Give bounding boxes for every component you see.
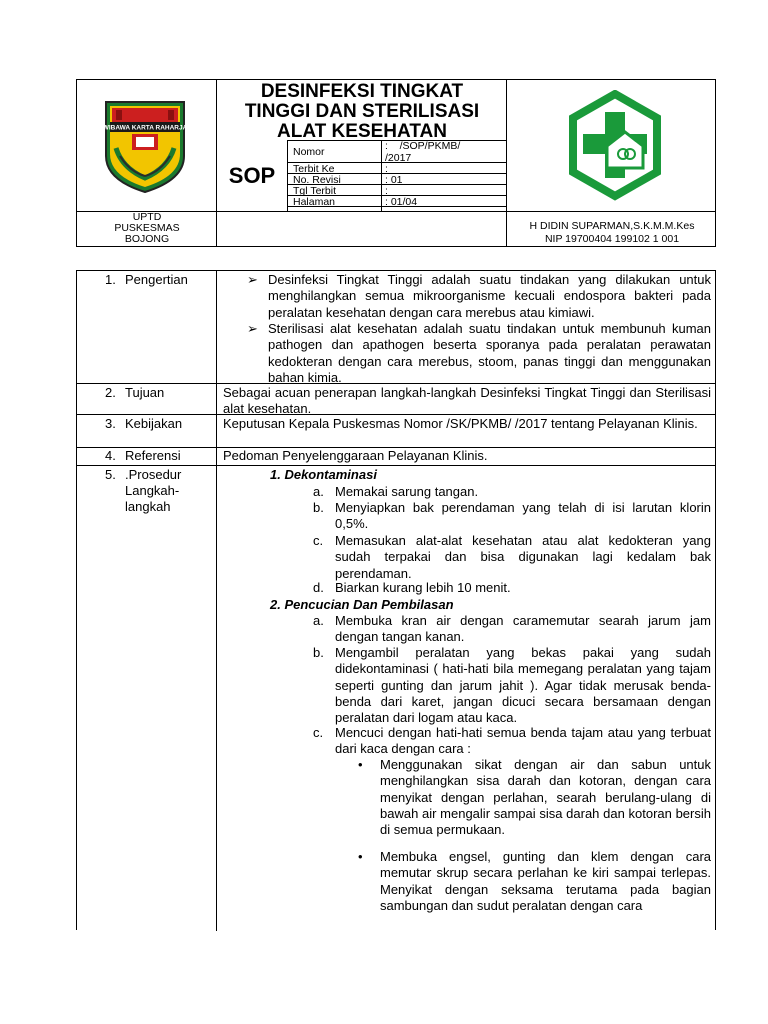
logo-motto: WIBAWA KARTA RAHARJA — [102, 124, 188, 132]
signer-block — [507, 220, 717, 246]
meta-value-terbit: : — [385, 163, 388, 175]
row-number: 5. — [105, 467, 116, 482]
list-marker: d. — [313, 580, 324, 595]
list-marker: a. — [313, 484, 324, 499]
list-item: Membuka kran air dengan caramemutar searah jarum jam dengan tangan kanan. — [335, 613, 711, 645]
meta-value-nomor: : /SOP/PKMB/ /2017 — [385, 140, 461, 164]
row-label-kebijakan: Kebijakan — [125, 416, 183, 431]
list-marker: c. — [313, 533, 324, 548]
meta-label-nomor: Nomor — [293, 146, 325, 158]
list-item: Biarkan kurang lebih 10 menit. — [335, 580, 511, 595]
row-label-pengertian: Pengertian — [125, 272, 188, 287]
document-title: DESINFEKSI TINGKAT TINGGI DAN STERILISASI ALAT KESEHATAN — [244, 81, 480, 142]
signer-nip: NIP 19700404 199102 1 001 — [544, 233, 680, 245]
row-number: 3. — [105, 416, 116, 431]
meta-label-halaman: Halaman — [293, 196, 336, 208]
list-marker: b. — [313, 500, 324, 515]
list-item: Mengambil peralatan yang bekas pakai yang sudah didekontaminasi ( hati-hati bila memegang peralatan yang tajam seperti gunting dan jarum jahit ). Agar tidak merusak benda-benda dari karet, jangan dicuci secara bersamaan dengan peralatan dari logam atau kaca. — [335, 645, 711, 726]
header-table — [76, 79, 716, 247]
referensi-text: Pedoman Penyelenggaraan Pelayanan Klinis. — [223, 448, 488, 463]
list-marker: b. — [313, 645, 324, 660]
meta-value-tgl: : — [385, 185, 388, 197]
list-item: Mencuci dengan hati-hati semua benda tajam atau yang terbuat dari kaca dengan cara : — [335, 725, 711, 757]
pengertian-item: Desinfeksi Tingkat Tinggi adalah suatu tindakan yang dilakukan untuk menghilangkan semua mikroorganisme kecuali endospora bakteri pada peralatan kesehatan dengan cara merebus atau kimiawi. — [268, 272, 711, 320]
row-number: 2. — [105, 385, 116, 400]
procedure-table — [76, 270, 716, 930]
pengertian-item: Sterilisasi alat kesehatan adalah suatu tindakan untuk membunuh kuman pathogen dan apathogen beserta sporanya pada peralatan perawatan kedokteran dengan cara merebus, stoom, panas tinggi dan menggunakan bahan kimia. — [268, 321, 711, 385]
dot-bullet-icon: • — [358, 757, 363, 772]
section-title-pencucian: 2. Pencucian Dan Pembilasan — [270, 597, 454, 612]
list-item: Memasukan alat-alat kesehatan atau alat kedokteran yang sudah terpakai dan bisa digunakan lagi kedalam bak perendaman. — [335, 533, 711, 581]
meta-value-halaman: : 01/04 — [385, 196, 418, 208]
arrow-bullet-icon: ➢ — [247, 272, 258, 287]
arrow-bullet-icon: ➢ — [247, 321, 258, 336]
kebijakan-text: Keputusan Kepala Puskesmas Nomor /SK/PKMB/ /2017 tentang Pelayanan Klinis. — [223, 416, 698, 431]
row-number: 4. — [105, 448, 116, 463]
tujuan-text: Sebagai acuan penerapan langkah-langkah Desinfeksi Tingkat Tinggi dan Sterilisasi alat kesehatan. — [223, 385, 711, 417]
row-label-prosedur: .Prosedur Langkah- langkah — [125, 467, 182, 514]
unit-name: UPTD PUSKESMAS BOJONG — [114, 211, 180, 245]
row-number: 1. — [105, 272, 116, 287]
meta-label-tgl: Tgl Terbit — [293, 185, 336, 197]
list-marker: a. — [313, 613, 324, 628]
bullet-item: Menggunakan sikat dengan air dan sabun untuk menghilangkan sisa darah dan kotoran, dengan cara menyikat dengan perlahan, searah berulang-ulang di bawah air mengalir sampai sisa darah dan kotoran bersih di semua permukaan. — [380, 757, 711, 838]
section-title-dekontaminasi: 1. Dekontaminasi — [270, 467, 377, 482]
meta-label-revisi: No. Revisi — [293, 174, 341, 186]
meta-label-terbit: Terbit Ke — [293, 163, 335, 175]
bullet-item: Membuka engsel, gunting dan klem dengan cara memutar skrup secara perlahan ke kiri sampai terlepas. Menyikat dengan seksama terutama pada bagian sambungan dan sudut peralatan dengan cara — [380, 849, 711, 913]
list-marker: c. — [313, 725, 324, 740]
dot-bullet-icon: • — [358, 849, 363, 864]
row-label-tujuan: Tujuan — [125, 385, 165, 400]
signer-name: H DIDIN SUPARMAN,S.K.M.M.Kes — [529, 220, 695, 232]
row-label-referensi: Referensi — [125, 448, 181, 463]
list-item: Memakai sarung tangan. — [335, 484, 479, 499]
sop-label: SOP — [228, 163, 276, 188]
list-item: Menyiapkan bak perendaman yang telah di isi larutan klorin 0,5%. — [335, 500, 711, 532]
district-emblem-logo — [102, 98, 188, 199]
meta-value-revisi: : 01 — [385, 174, 403, 186]
puskesmas-logo — [567, 90, 663, 207]
